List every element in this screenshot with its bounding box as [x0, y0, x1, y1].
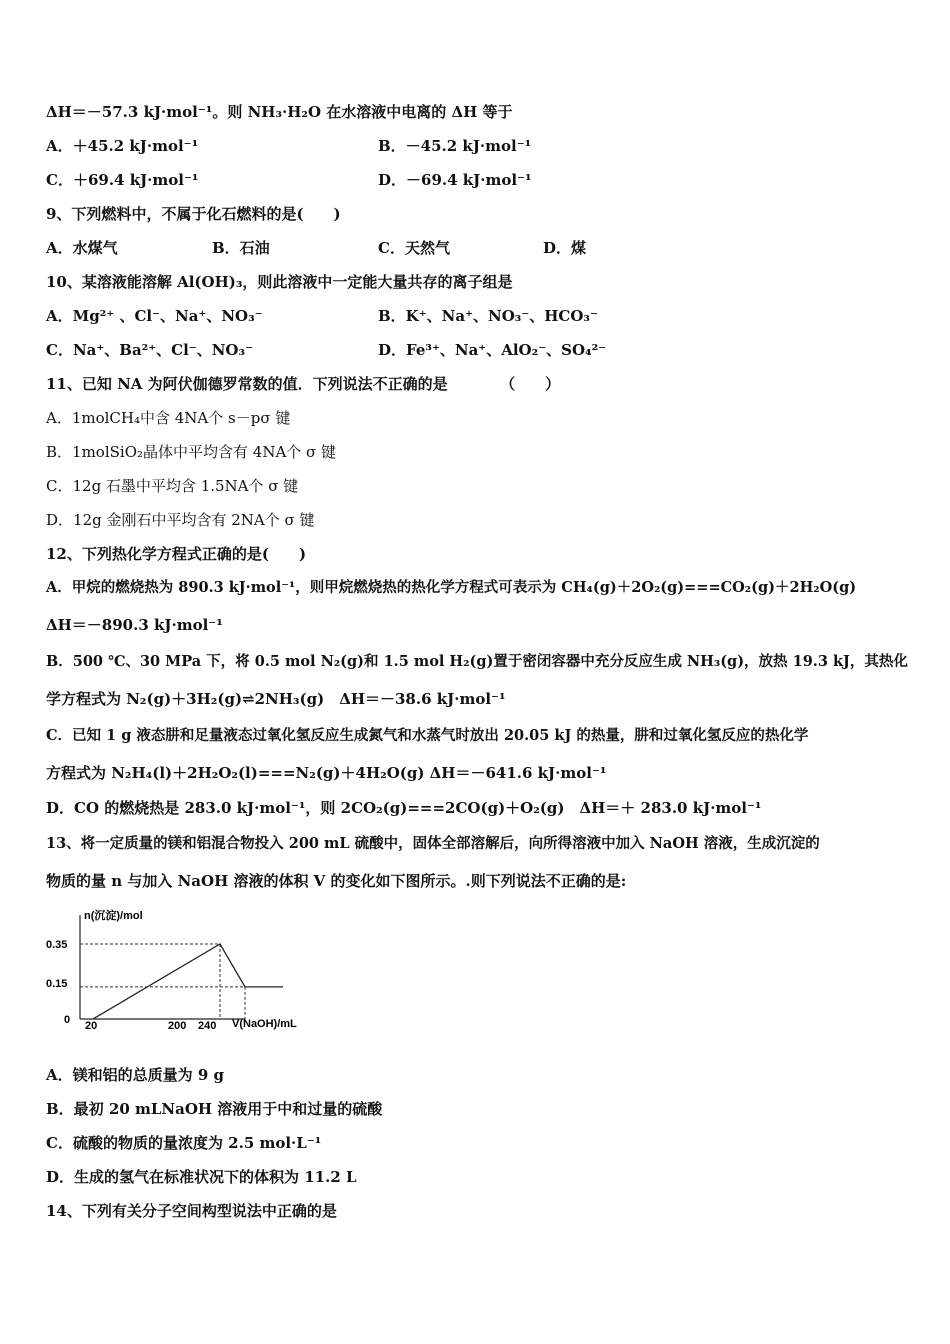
y-tick-0: 0	[64, 1014, 71, 1026]
q8-option-a: A．＋45.2 kJ·mol⁻¹	[46, 137, 199, 155]
q12-option-b-line2: 学方程式为 N₂(g)＋3H₂(g)⇌2NH₃(g) ΔH＝－38.6 kJ·mol⁻¹	[46, 690, 506, 708]
x-tick-20: 20	[85, 1020, 98, 1032]
q12-option-b-line1: B．500 ℃、30 MPa 下，将 0.5 mol N₂(g)和 1.5 mol H₂(g)置于密闭容器中充分反应生成 NH₃(g)，放热 19.3 kJ，其热化	[46, 653, 908, 670]
q13-option-d: D．生成的氢气在标准状况下的体积为 11.2 L	[46, 1168, 357, 1186]
x-axis-label: V(NaOH)/mL	[232, 1018, 297, 1030]
q8-option-b: B．－45.2 kJ·mol⁻¹	[378, 137, 532, 155]
q9-option-b: B．石油	[212, 239, 270, 257]
q9-option-a: A．水煤气	[46, 239, 118, 257]
q10-option-c: C．Na⁺、Ba²⁺、Cl⁻、NO₃⁻	[46, 341, 253, 359]
y-axis-label: n(沉淀)/mol	[84, 910, 143, 922]
q10-option-d: D．Fe³⁺、Na⁺、AlO₂⁻、SO₄²⁻	[378, 341, 607, 359]
q10-stem: 10、某溶液能溶解 Al(OH)₃，则此溶液中一定能大量共存的离子组是	[46, 273, 513, 291]
q13-stem-line2: 物质的量 n 与加入 NaOH 溶液的体积 V 的变化如下图所示。.则下列说法不正确的是:	[46, 872, 627, 890]
q12-option-a-line2: ΔH＝－890.3 kJ·mol⁻¹	[46, 616, 223, 634]
y-tick-015: 0.15	[46, 978, 68, 990]
q12-option-d: D．CO 的燃烧热是 283.0 kJ·mol⁻¹，则 2CO₂(g)===2CO(g)＋O₂(g) ΔH＝＋ 283.0 kJ·mol⁻¹	[46, 799, 762, 817]
q10-option-b: B．K⁺、Na⁺、NO₃⁻、HCO₃⁻	[378, 307, 598, 325]
precipitate-curve	[93, 944, 283, 1019]
x-tick-240: 240	[198, 1020, 217, 1032]
q8-option-c: C．＋69.4 kJ·mol⁻¹	[46, 171, 199, 189]
q8-stem-tail: ΔH＝－57.3 kJ·mol⁻¹。则 NH₃·H₂O 在水溶液中电离的 ΔH 等于	[46, 103, 513, 121]
q13-option-a: A．镁和铝的总质量为 9 g	[46, 1066, 225, 1084]
q9-option-c: C．天然气	[378, 239, 450, 257]
q10-option-a: A．Mg²⁺ 、Cl⁻、Na⁺、NO₃⁻	[46, 307, 263, 325]
q12-option-c-line1: C．已知 1 g 液态肼和足量液态过氧化氢反应生成氮气和水蒸气时放出 20.05 kJ 的热量，肼和过氧化氢反应的热化学	[46, 727, 809, 744]
q11-stem: 11、已知 NA 为阿伏伽德罗常数的值．下列说法不正确的是 （ ）	[46, 375, 561, 393]
q11-option-b: B．1molSiO₂晶体中平均含有 4NA个 σ 键	[46, 443, 337, 461]
q13-stem-line1: 13、将一定质量的镁和铝混合物投入 200 mL 硫酸中，固体全部溶解后，向所得溶液中加入 NaOH 溶液，生成沉淀的	[46, 835, 820, 852]
q11-option-d: D．12g 金刚石中平均含有 2NA个 σ 键	[46, 511, 315, 529]
q9-stem: 9、下列燃料中，不属于化石燃料的是( )	[46, 205, 341, 223]
q13-option-c: C．硫酸的物质的量浓度为 2.5 mol·L⁻¹	[46, 1134, 322, 1152]
q12-option-c-line2: 方程式为 N₂H₄(l)＋2H₂O₂(l)===N₂(g)＋4H₂O(g) ΔH＝－641.6 kJ·mol⁻¹	[46, 764, 607, 782]
q13-option-b: B．最初 20 mLNaOH 溶液用于中和过量的硫酸	[46, 1100, 383, 1118]
q12-option-a-line1: A．甲烷的燃烧热为 890.3 kJ·mol⁻¹，则甲烷燃烧热的热化学方程式可表示为 CH₄(g)＋2O₂(g)===CO₂(g)＋2H₂O(g)	[46, 579, 857, 596]
q9-option-d: D．煤	[543, 239, 587, 257]
q11-option-a: A．1molCH₄中含 4NA个 s－pσ 键	[46, 409, 291, 427]
precipitate-chart	[40, 905, 320, 1035]
q8-option-d: D．－69.4 kJ·mol⁻¹	[378, 171, 532, 189]
y-tick-035: 0.35	[46, 939, 68, 951]
q11-option-c: C．12g 石墨中平均含 1.5NA个 σ 键	[46, 477, 299, 495]
x-tick-200: 200	[168, 1020, 187, 1032]
q12-stem: 12、下列热化学方程式正确的是( )	[46, 545, 307, 563]
q14-stem: 14、下列有关分子空间构型说法中正确的是	[46, 1202, 337, 1220]
guide-lines	[80, 944, 245, 1019]
